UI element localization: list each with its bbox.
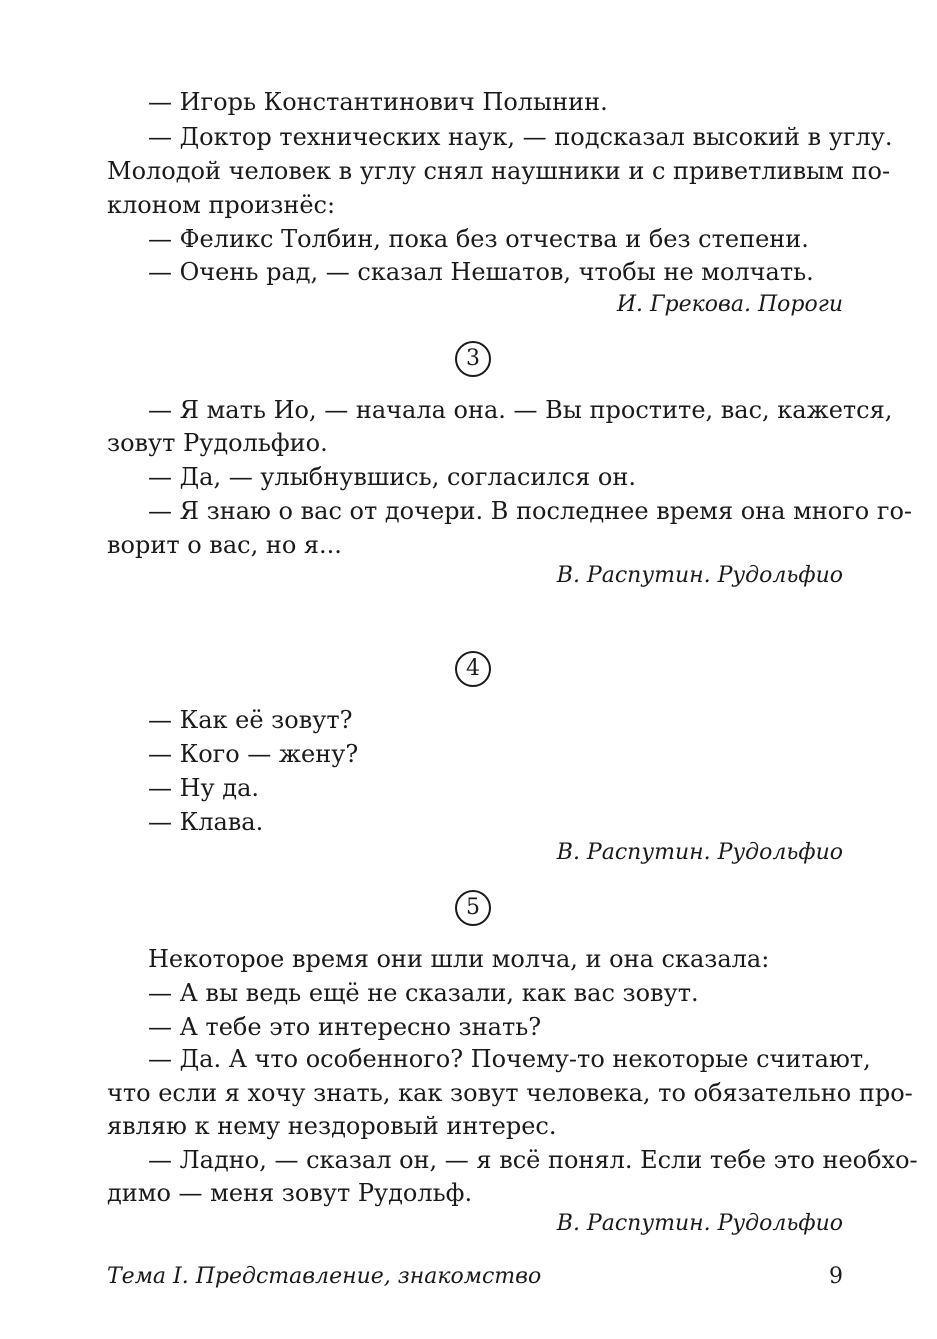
page-number: 9 bbox=[829, 1264, 843, 1289]
source-attribution: В. Распутин. Рудольфио bbox=[556, 563, 843, 588]
text-line: — Кого — жену? bbox=[148, 740, 359, 768]
text-line: — Да. А что особенного? Почему-то некоторые считают, bbox=[148, 1045, 871, 1073]
text-line: — Ладно, — сказал он, — я всё понял. Если тебе это необхо- bbox=[148, 1146, 918, 1174]
section-number-marker: 4 bbox=[455, 651, 491, 687]
text-line: — Да, — улыбнувшись, согласился он. bbox=[148, 463, 636, 491]
text-line: являю к нему нездоровый интерес. bbox=[107, 1112, 557, 1140]
source-attribution: И. Грекова. Пороги bbox=[616, 292, 843, 317]
source-attribution: В. Распутин. Рудольфио bbox=[556, 1211, 843, 1236]
running-footer-title: Тема I. Представление, знакомство bbox=[107, 1264, 542, 1289]
text-line: — Я мать Ио, — начала она. — Вы простите, вас, кажется, bbox=[148, 396, 893, 424]
text-line: зовут Рудольфио. bbox=[107, 429, 328, 457]
section-number-marker: 5 bbox=[455, 890, 491, 926]
text-line: — Ну да. bbox=[148, 774, 260, 802]
text-line: — А тебе это интересно знать? bbox=[148, 1013, 542, 1041]
section-number-marker: 3 bbox=[455, 341, 491, 377]
text-line: — Очень рад, — сказал Нешатов, чтобы не молчать. bbox=[148, 258, 814, 286]
text-line: клоном произнёс: bbox=[107, 191, 336, 219]
text-line: — Я знаю о вас от дочери. В последнее время она много го- bbox=[148, 497, 913, 525]
text-line: ворит о вас, но я... bbox=[107, 531, 342, 559]
text-line: димо — меня зовут Рудольф. bbox=[107, 1179, 473, 1207]
source-attribution: В. Распутин. Рудольфио bbox=[556, 840, 843, 865]
text-line: — Игорь Константинович Полынин. bbox=[148, 88, 608, 116]
text-line: — Феликс Толбин, пока без отчества и без степени. bbox=[148, 225, 809, 253]
text-line: что если я хочу знать, как зовут человека, то обязательно про- bbox=[107, 1079, 913, 1107]
text-line: Некоторое время они шли молча, и она сказала: bbox=[148, 945, 770, 973]
text-line: — Доктор технических наук, — подсказал высокий в углу. bbox=[148, 123, 893, 151]
text-line: Молодой человек в углу снял наушники и с приветливым по- bbox=[107, 157, 891, 185]
text-line: — Клава. bbox=[148, 808, 264, 836]
text-line: — Как её зовут? bbox=[148, 706, 353, 734]
text-line: — А вы ведь ещё не сказали, как вас зовут. bbox=[148, 979, 699, 1007]
